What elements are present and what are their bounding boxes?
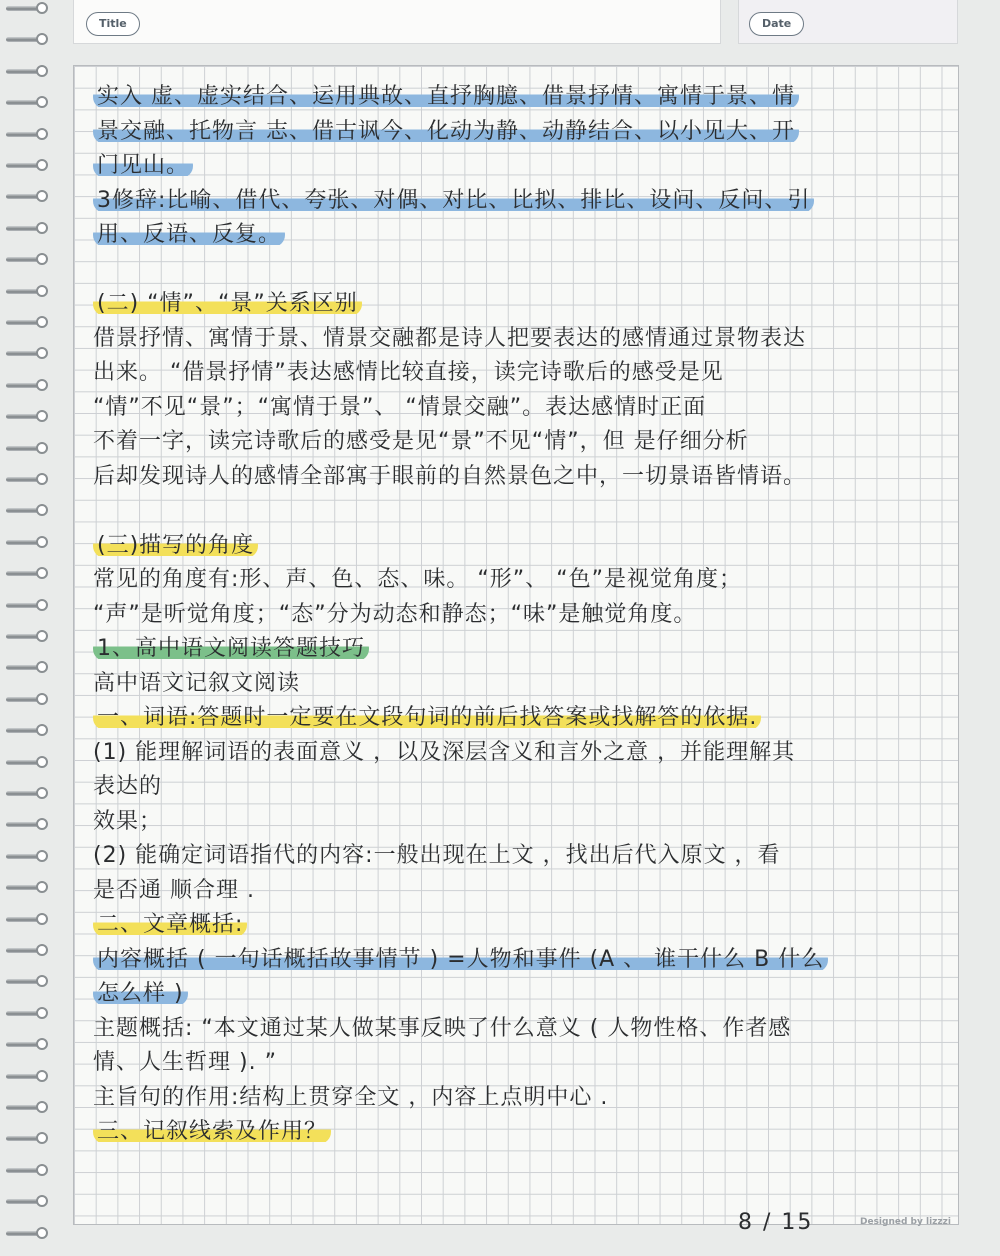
note-line-text: 是否通 顺合理 . <box>93 877 255 903</box>
note-line <box>93 184 953 219</box>
note-line-text: 三、记叙线索及作用？ <box>93 1119 331 1144</box>
binding-ring <box>6 96 52 110</box>
note-line-text: 出来。 “借景抒情”表达感情比较直接，读完诗歌后的感受是见 <box>93 360 724 385</box>
binding-ring <box>6 818 52 832</box>
binding-ring <box>6 975 52 989</box>
binding-ring <box>6 379 52 393</box>
note-line <box>93 1046 953 1081</box>
note-line-text: 3修辞:比喻、借代、夸张、对偶、对比、比拟、排比、设问、反问、引 <box>93 188 814 213</box>
note-line-text: “声”是听觉角度；“态”分为动态和静态；“味”是触觉角度。 <box>93 601 697 627</box>
binding-ring <box>6 850 52 864</box>
binding-ring <box>6 913 52 927</box>
binding-ring <box>6 442 52 456</box>
note-line <box>93 1081 953 1116</box>
binding-ring <box>6 1038 52 1052</box>
note-line <box>93 598 953 633</box>
binding-ring <box>6 944 52 958</box>
note-line <box>93 667 953 702</box>
note-line <box>93 322 953 357</box>
note-line <box>93 149 953 184</box>
binding-ring <box>6 128 52 142</box>
note-line-text: 景交融、托物言 志、借古讽今、化动为静、动静结合、以小见大、开 <box>93 119 799 144</box>
binding-ring <box>6 504 52 518</box>
page-number: 8 / 15 <box>738 1210 814 1235</box>
note-line-text: 后却发现诗人的感情全部寓于眼前的自然景色之中，一切景语皆情语。 <box>93 463 807 489</box>
note-line-text: (二) “情”、“景”关系区别 <box>93 291 362 316</box>
designer-credit: Designed by lizzzi <box>860 1217 951 1227</box>
note-line <box>93 287 953 322</box>
note-line-text: 效果； <box>93 808 163 834</box>
title-label: Title <box>86 12 140 36</box>
note-line-text: 常见的角度有:形、声、色、态、味。 “形”、 “色”是视觉角度； <box>93 567 742 592</box>
binding-ring <box>6 693 52 707</box>
note-line-text: 不着一字，读完诗歌后的感受是见“景”不见“情”，但 是仔细分析 <box>93 429 749 454</box>
binding-ring <box>6 190 52 204</box>
title-field[interactable] <box>73 0 721 44</box>
note-line <box>93 1115 953 1150</box>
binding-ring <box>6 724 52 738</box>
note-line-text: 内容概括 ( 一句话概括故事情节 ) =人物和事件 (A 、 谁干什么 B 什么 <box>93 947 828 972</box>
binding-ring <box>6 473 52 487</box>
binding-ring <box>6 1227 52 1241</box>
note-line-text: (1) 能理解词语的表面意义 ，以及深层含义和言外之意 ，并能理解其 <box>93 739 796 765</box>
note-line <box>93 494 953 529</box>
note-line-text: 实入 虚、虚实结合、运用典故、直抒胸臆、借景抒情、寓情于景、情 <box>93 84 799 109</box>
note-line <box>93 356 953 391</box>
binding-ring <box>6 881 52 895</box>
note-line-text: 表达的 <box>93 774 163 799</box>
binding-ring <box>6 756 52 770</box>
note-line-text: 二、文章概括: <box>93 912 247 937</box>
binding-ring <box>6 159 52 173</box>
binding-ring <box>6 787 52 801</box>
note-line <box>93 115 953 150</box>
binding-ring <box>6 222 52 236</box>
note-line <box>93 529 953 564</box>
binding-ring <box>6 661 52 675</box>
binding-ring <box>6 410 52 424</box>
binding-ring <box>6 1007 52 1021</box>
note-line <box>93 701 953 736</box>
binding-ring <box>6 316 52 330</box>
note-line <box>93 770 953 805</box>
binding-ring <box>6 2 52 16</box>
note-line <box>93 80 953 115</box>
note-line-text: 主题概括: “本文通过某人做某事反映了什么意义 ( 人物性格、作者感 <box>93 1015 792 1041</box>
binding-ring <box>6 1195 52 1209</box>
binding-ring <box>6 285 52 299</box>
binding-ring <box>6 536 52 550</box>
note-line-text: “情”不见“景”；“寓情于景”、 “情景交融”。表达感情时正面 <box>93 394 707 420</box>
binding-ring <box>6 1132 52 1146</box>
binding-ring <box>6 1101 52 1115</box>
note-line-text: 怎么样 ) <box>93 981 188 1006</box>
date-label: Date <box>749 12 804 36</box>
binding-ring <box>6 1164 52 1178</box>
note-line-text: 一、词语:答题时一定要在文段句词的前后找答案或找解答的依据. <box>93 705 761 730</box>
binding-ring <box>6 599 52 613</box>
note-line-text: 高中语文记叙文阅读 <box>93 670 301 696</box>
binding-ring <box>6 65 52 79</box>
note-line <box>93 218 953 253</box>
note-line-text: (三)描写的角度 <box>93 533 258 558</box>
note-line-text: (2) 能确定词语指代的内容:一般出现在上文 ，找出后代入原文 ，看 <box>93 843 781 868</box>
binding-ring <box>6 567 52 581</box>
note-line-text: 1、高中语文阅读答题技巧 <box>93 636 369 661</box>
note-line <box>93 632 953 667</box>
spiral-binding <box>0 0 60 1256</box>
note-line <box>93 908 953 943</box>
binding-ring <box>6 33 52 47</box>
note-line-text: 用、反语、反复。 <box>93 222 285 247</box>
binding-ring <box>6 347 52 361</box>
note-line-text: 主旨句的作用:结构上贯穿全文 ，内容上点明中心 . <box>93 1084 609 1110</box>
note-line <box>93 563 953 598</box>
binding-ring <box>6 630 52 644</box>
note-line-text: 门见山。 <box>93 153 193 178</box>
note-line <box>93 1012 953 1047</box>
note-line-text: 借景抒情、寓情于景、情景交融都是诗人把要表达的感情通过景物表达 <box>93 325 807 351</box>
note-line-text: 情、人生哲理 ). ” <box>93 1050 277 1075</box>
note-line <box>93 943 953 978</box>
note-line <box>93 839 953 874</box>
note-body <box>93 80 953 1150</box>
binding-ring <box>6 253 52 267</box>
note-line <box>93 977 953 1012</box>
note-line <box>93 425 953 460</box>
note-line <box>93 391 953 426</box>
note-line <box>93 805 953 840</box>
binding-ring <box>6 1070 52 1084</box>
note-line <box>93 460 953 495</box>
note-line <box>93 253 953 288</box>
note-line <box>93 736 953 771</box>
date-field[interactable] <box>738 0 958 44</box>
note-line <box>93 874 953 909</box>
